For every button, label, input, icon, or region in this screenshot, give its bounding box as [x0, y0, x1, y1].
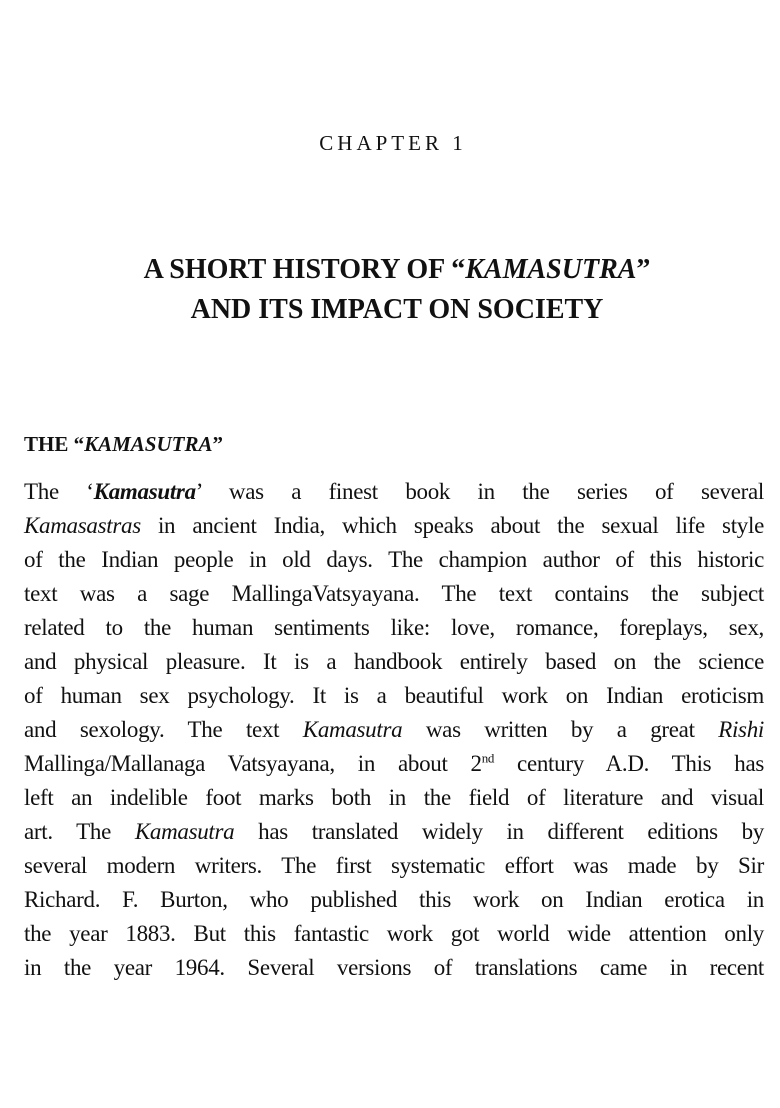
text-line — [24, 713, 764, 747]
text-line — [24, 917, 764, 951]
text-line — [24, 509, 764, 543]
text-run: Mallinga/Mallanaga Vatsyayana, in about 2 — [24, 751, 482, 776]
emphasis-text: Kamasutra — [302, 717, 403, 742]
text-run: related to the human sentiments like: love, romance, foreplays, sex, — [24, 615, 764, 640]
text-run: and physical pleasure. It is a handbook entirely based on the science — [24, 649, 764, 674]
text-run: left an indelible foot marks both in the field of literature and visual — [24, 785, 764, 810]
text-run: of the Indian people in old days. The champion author of this historic — [24, 547, 764, 572]
text-line — [24, 815, 764, 849]
text-line — [24, 543, 764, 577]
text-run: ’ was a finest book in the series of several — [195, 479, 764, 504]
chapter-title — [0, 250, 780, 330]
text-line — [24, 883, 764, 917]
section-heading-text: ” — [212, 432, 223, 456]
text-run: in the year 1964. Several versions of translations came in recent — [24, 955, 764, 980]
text-run: has translated widely in different editions by — [234, 819, 765, 844]
superscript: nd — [481, 750, 495, 766]
body-paragraph — [24, 475, 764, 985]
text-line — [24, 577, 764, 611]
text-line — [24, 679, 764, 713]
section-heading — [24, 432, 223, 457]
text-line — [24, 645, 764, 679]
text-run: in ancient India, which speaks about the sexual life style — [140, 513, 764, 538]
text-run: The ‘ — [24, 479, 94, 504]
title-line-2: AND ITS IMPACT ON SOCIETY — [190, 294, 604, 325]
title-italic-text: KAMASUTRA — [465, 254, 637, 285]
emphasis-text: Rishi — [718, 717, 764, 742]
text-run: and sexology. The text — [24, 717, 303, 742]
text-run: of human sex psychology. It is a beautiful work on Indian eroticism — [24, 683, 764, 708]
emphasis-text: Kamasastras — [24, 513, 141, 538]
text-line — [24, 781, 764, 815]
title-text: A SHORT HISTORY OF “ — [143, 254, 466, 285]
text-run: century A.D. This has — [494, 751, 764, 776]
text-run: several modern writers. The first systematic effort was made by Sir — [24, 853, 764, 878]
section-heading-text: THE “ — [24, 432, 85, 456]
text-run: text was a sage MallingaVatsyayana. The text contains the subject — [24, 581, 764, 606]
text-run: Richard. F. Burton, who published this work on Indian erotica in — [24, 887, 764, 912]
text-line — [24, 849, 764, 883]
text-line — [24, 611, 764, 645]
text-line — [24, 475, 764, 509]
title-line-1 — [0, 250, 780, 290]
title-text: ” — [636, 254, 651, 285]
emphasis-text: Kamasutra — [93, 479, 196, 504]
section-heading-italic: KAMASUTRA — [84, 432, 213, 456]
text-run: the year 1883. But this fantastic work got world wide attention only — [24, 921, 764, 946]
emphasis-text: Kamasutra — [134, 819, 235, 844]
text-line — [24, 951, 764, 985]
text-line — [24, 747, 764, 781]
chapter-label: CHAPTER 1 — [319, 131, 467, 155]
text-run: art. The — [24, 819, 135, 844]
text-run: was written by a great — [402, 717, 719, 742]
